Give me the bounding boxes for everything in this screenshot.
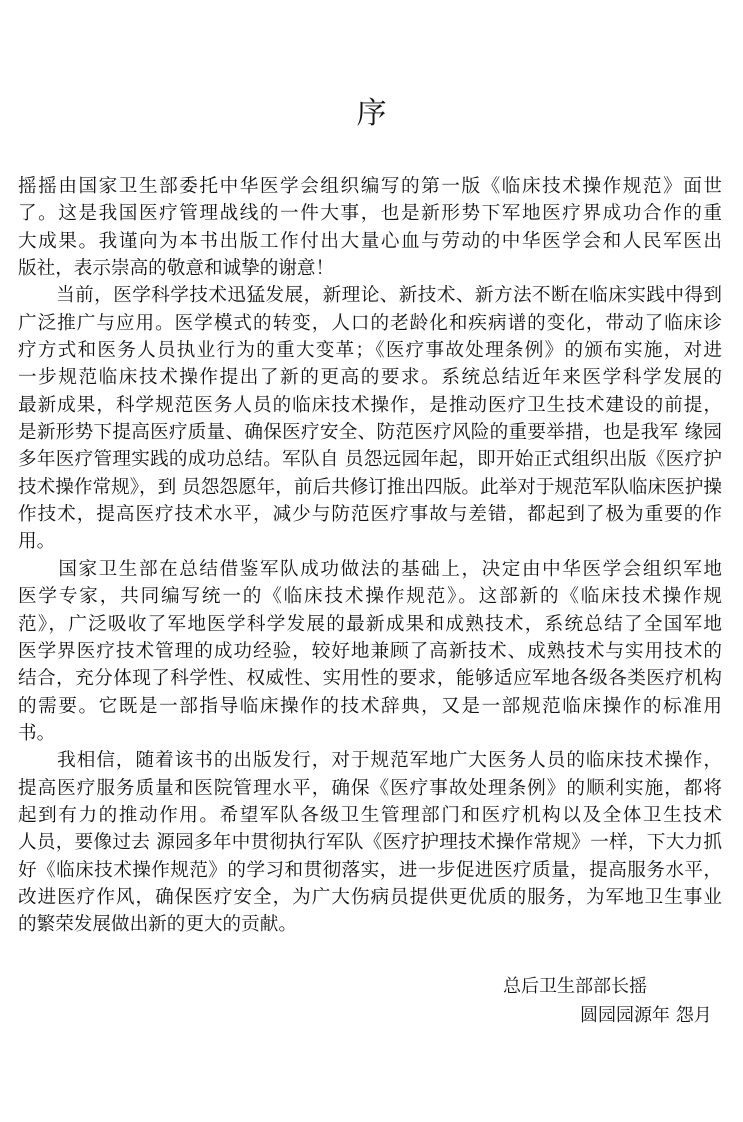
text-line: 了。这是我国医疗管理战线的一件大事，也是新形势下军地医疗界成功合作的重 — [18, 203, 722, 225]
page-title: 序 — [356, 96, 387, 131]
text-line: 的需要。它既是一部指导临床操作的技术辞典，又是一部规范临床操作的标准用 — [18, 695, 722, 717]
text-line: 书。 — [18, 722, 56, 744]
text-line: 一步规范临床技术操作提出了新的更高的要求。系统总结近年来医学科学发展的 — [18, 367, 722, 389]
text-line: 好《临床技术操作规范》的学习和贯彻落实，进一步促进医疗质量，提高服务水平， — [18, 859, 722, 881]
text-line: 结合，充分体现了科学性、权威性、实用性的要求，能够适应军地各级各类医疗机构 — [18, 668, 722, 690]
preface-body — [18, 173, 722, 939]
text-line: 广泛推广与应用。医学模式的转变，人口的老龄化和疾病谱的变化，带动了临床诊 — [18, 312, 722, 334]
text-line: 提高医疗服务质量和医院管理水平，确保《医疗事故处理条例》的顺利实施，都将 — [18, 777, 722, 799]
text-line: 医学专家，共同编写统一的《临床技术操作规范》。这部新的《临床技术操作规 — [18, 586, 722, 608]
text-line: 作技术，提高医疗技术水平，减少与防范医疗事故与差错，都起到了极为重要的作 — [18, 504, 722, 526]
text-line: 我相信，随着该书的出版发行，对于规范军地广大医务人员的临床技术操作， — [18, 750, 722, 772]
text-line: 用。 — [18, 531, 56, 553]
text-line: 技术操作常规》，到 员怨怨愿年，前后共修订推出四版。此举对于规范军队临床医护操 — [18, 476, 722, 498]
text-line: 是新形势下提高医疗质量、确保医疗安全、防范医疗风险的重要举措，也是我军 缘园 — [18, 422, 722, 444]
text-line: 起到有力的推动作用。希望军队各级卫生管理部门和医疗机构以及全体卫生技术 — [18, 804, 722, 826]
text-line: 人员，要像过去 源园多年中贯彻执行军队《医疗护理技术操作常规》一样，下大力抓 — [18, 832, 722, 854]
text-line: 国家卫生部在总结借鉴军队成功做法的基础上，决定由中华医学会组织军地 — [18, 558, 722, 580]
date: 圆园园源年 怨月 — [580, 1005, 712, 1026]
signature: 总后卫生部部长摇 — [503, 976, 647, 997]
text-line: 摇摇由国家卫生部委托中华医学会组织编写的第一版《临床技术操作规范》面世 — [18, 176, 722, 197]
text-line: 的繁荣发展做出新的更大的贡献。 — [18, 914, 297, 936]
text-line: 改进医疗作风，确保医疗安全，为广大伤病员提供更优质的服务，为军地卫生事业 — [18, 886, 722, 908]
text-line: 最新成果，科学规范医务人员的临床技术操作，是推动医疗卫生技术建设的前提， — [18, 394, 722, 416]
text-line: 当前，医学科学技术迅猛发展，新理论、新技术、新方法不断在临床实践中得到 — [18, 285, 722, 307]
text-line: 多年医疗管理实践的成功总结。军队自 员怨远园年起，即开始正式组织出版《医疗护 — [18, 449, 722, 471]
text-line: 范》，广泛吸收了军地医学科学发展的最新成果和成熟技术，系统总结了全国军地 — [18, 613, 722, 635]
text-line: 疗方式和医务人员执业行为的重大变革；《医疗事故处理条例》的颁布实施，对进 — [18, 340, 722, 362]
text-line: 版社，表示崇高的敬意和诚挚的谢意！ — [18, 258, 335, 280]
text-line: 大成果。我谨向为本书出版工作付出大量心血与劳动的中华医学会和人民军医出 — [18, 230, 722, 252]
text-line: 医学界医疗技术管理的成功经验，较好地兼顾了高新技术、成熟技术与实用技术的 — [18, 640, 722, 662]
